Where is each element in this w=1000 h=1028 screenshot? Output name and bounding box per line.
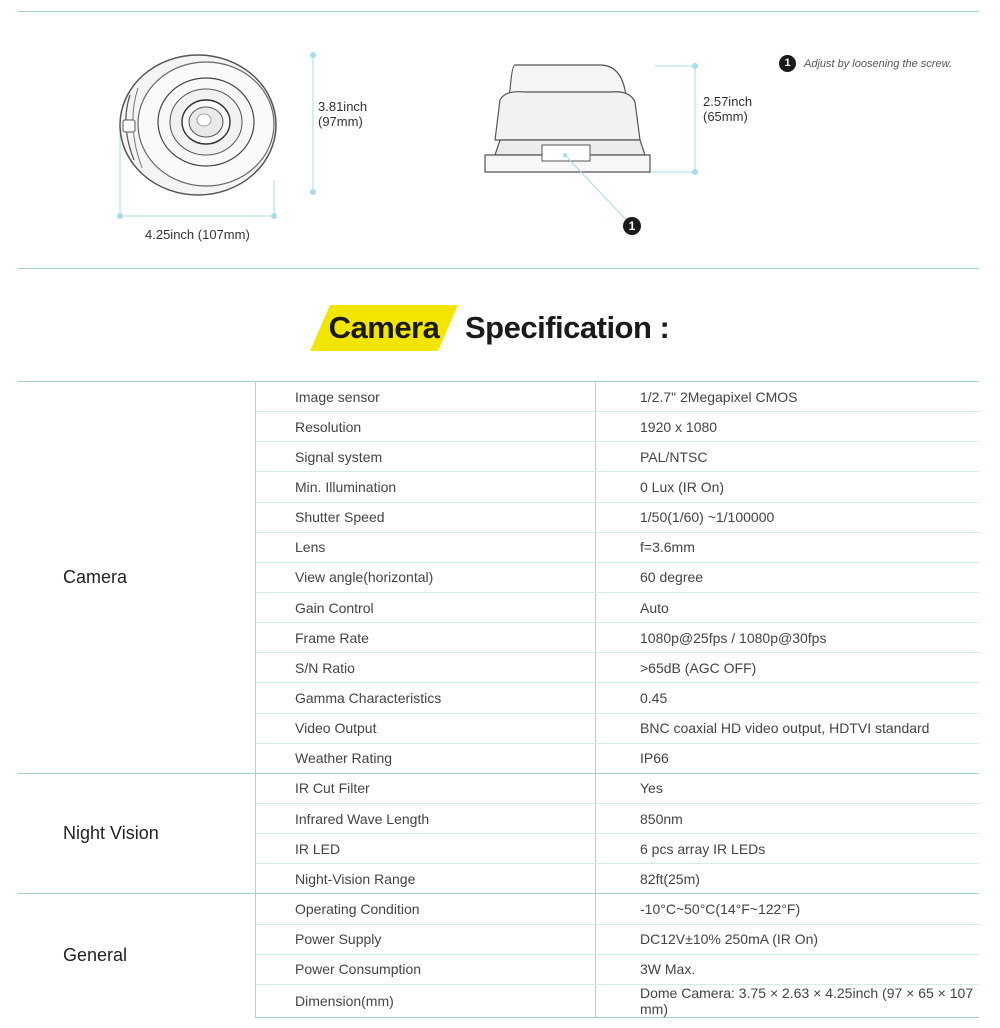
spec-value: 82ft(25m) [596, 864, 980, 894]
spec-label: Image sensor [256, 382, 596, 412]
spec-value: 1920 x 1080 [596, 412, 980, 442]
section-divider [18, 268, 979, 269]
spec-label: Shutter Speed [256, 502, 596, 532]
spec-value: Yes [596, 773, 980, 803]
spec-label: Dimension(mm) [256, 984, 596, 1017]
spec-label: Frame Rate [256, 623, 596, 653]
spec-label: Signal system [256, 442, 596, 472]
note-text: Adjust by loosening the screw. [804, 58, 952, 70]
spec-value: Dome Camera: 3.75 × 2.63 × 4.25inch (97 × 65 × 107 mm) [596, 984, 980, 1017]
spec-label: Resolution [256, 412, 596, 442]
spec-label: Gain Control [256, 592, 596, 622]
front-width-label: 4.25inch (107mm) [145, 227, 250, 242]
spec-value: 1080p@25fps / 1080p@30fps [596, 623, 980, 653]
spec-label: Infrared Wave Length [256, 803, 596, 833]
spec-group-name: General [18, 894, 256, 1017]
front-height-label: 3.81inch (97mm) [318, 99, 368, 129]
spec-row [18, 894, 979, 924]
spec-label: Lens [256, 532, 596, 562]
spec-label: Gamma Characteristics [256, 683, 596, 713]
callout-marker: 1 [623, 217, 641, 235]
spec-value: >65dB (AGC OFF) [596, 653, 980, 683]
spec-value: -10°C~50°C(14°F~122°F) [596, 894, 980, 924]
spec-label: Power Consumption [256, 954, 596, 984]
spec-row [18, 382, 979, 412]
heading-title: Specification : [465, 310, 670, 345]
spec-value: 3W Max. [596, 954, 980, 984]
spec-label: Min. Illumination [256, 472, 596, 502]
spec-group-name: Night Vision [18, 773, 256, 894]
camera-front-view-drawing [100, 40, 330, 230]
spec-value: 0.45 [596, 683, 980, 713]
spec-value: Auto [596, 592, 980, 622]
note-marker: 1 [779, 55, 796, 72]
spec-group-name: Camera [18, 382, 256, 774]
spec-value: 60 degree [596, 562, 980, 592]
spec-label: Power Supply [256, 924, 596, 954]
side-height-label: 2.57inch (65mm) [703, 94, 753, 124]
spec-value: BNC coaxial HD video output, HDTVI standard [596, 713, 980, 743]
spec-value: DC12V±10% 250mA (IR On) [596, 924, 980, 954]
spec-value: PAL/NTSC [596, 442, 980, 472]
spec-table [18, 381, 979, 1018]
spec-label: S/N Ratio [256, 653, 596, 683]
spec-value: 6 pcs array IR LEDs [596, 834, 980, 864]
spec-label: IR LED [256, 834, 596, 864]
spec-label: View angle(horizontal) [256, 562, 596, 592]
spec-value: IP66 [596, 743, 980, 773]
spec-label: Weather Rating [256, 743, 596, 773]
spec-value: f=3.6mm [596, 532, 980, 562]
heading-highlight-word: Camera [328, 310, 440, 345]
spec-value: 1/50(1/60) ~1/100000 [596, 502, 980, 532]
spec-row [18, 773, 979, 803]
spec-label: Operating Condition [256, 894, 596, 924]
spec-label: Video Output [256, 713, 596, 743]
spec-label: Night-Vision Range [256, 864, 596, 894]
spec-value: 0 Lux (IR On) [596, 472, 980, 502]
spec-label: IR Cut Filter [256, 773, 596, 803]
spec-heading [0, 304, 1000, 352]
camera-side-view-drawing [480, 50, 710, 240]
spec-value: 1/2.7" 2Megapixel CMOS [596, 382, 980, 412]
spec-value: 850nm [596, 803, 980, 833]
top-divider [18, 11, 979, 12]
